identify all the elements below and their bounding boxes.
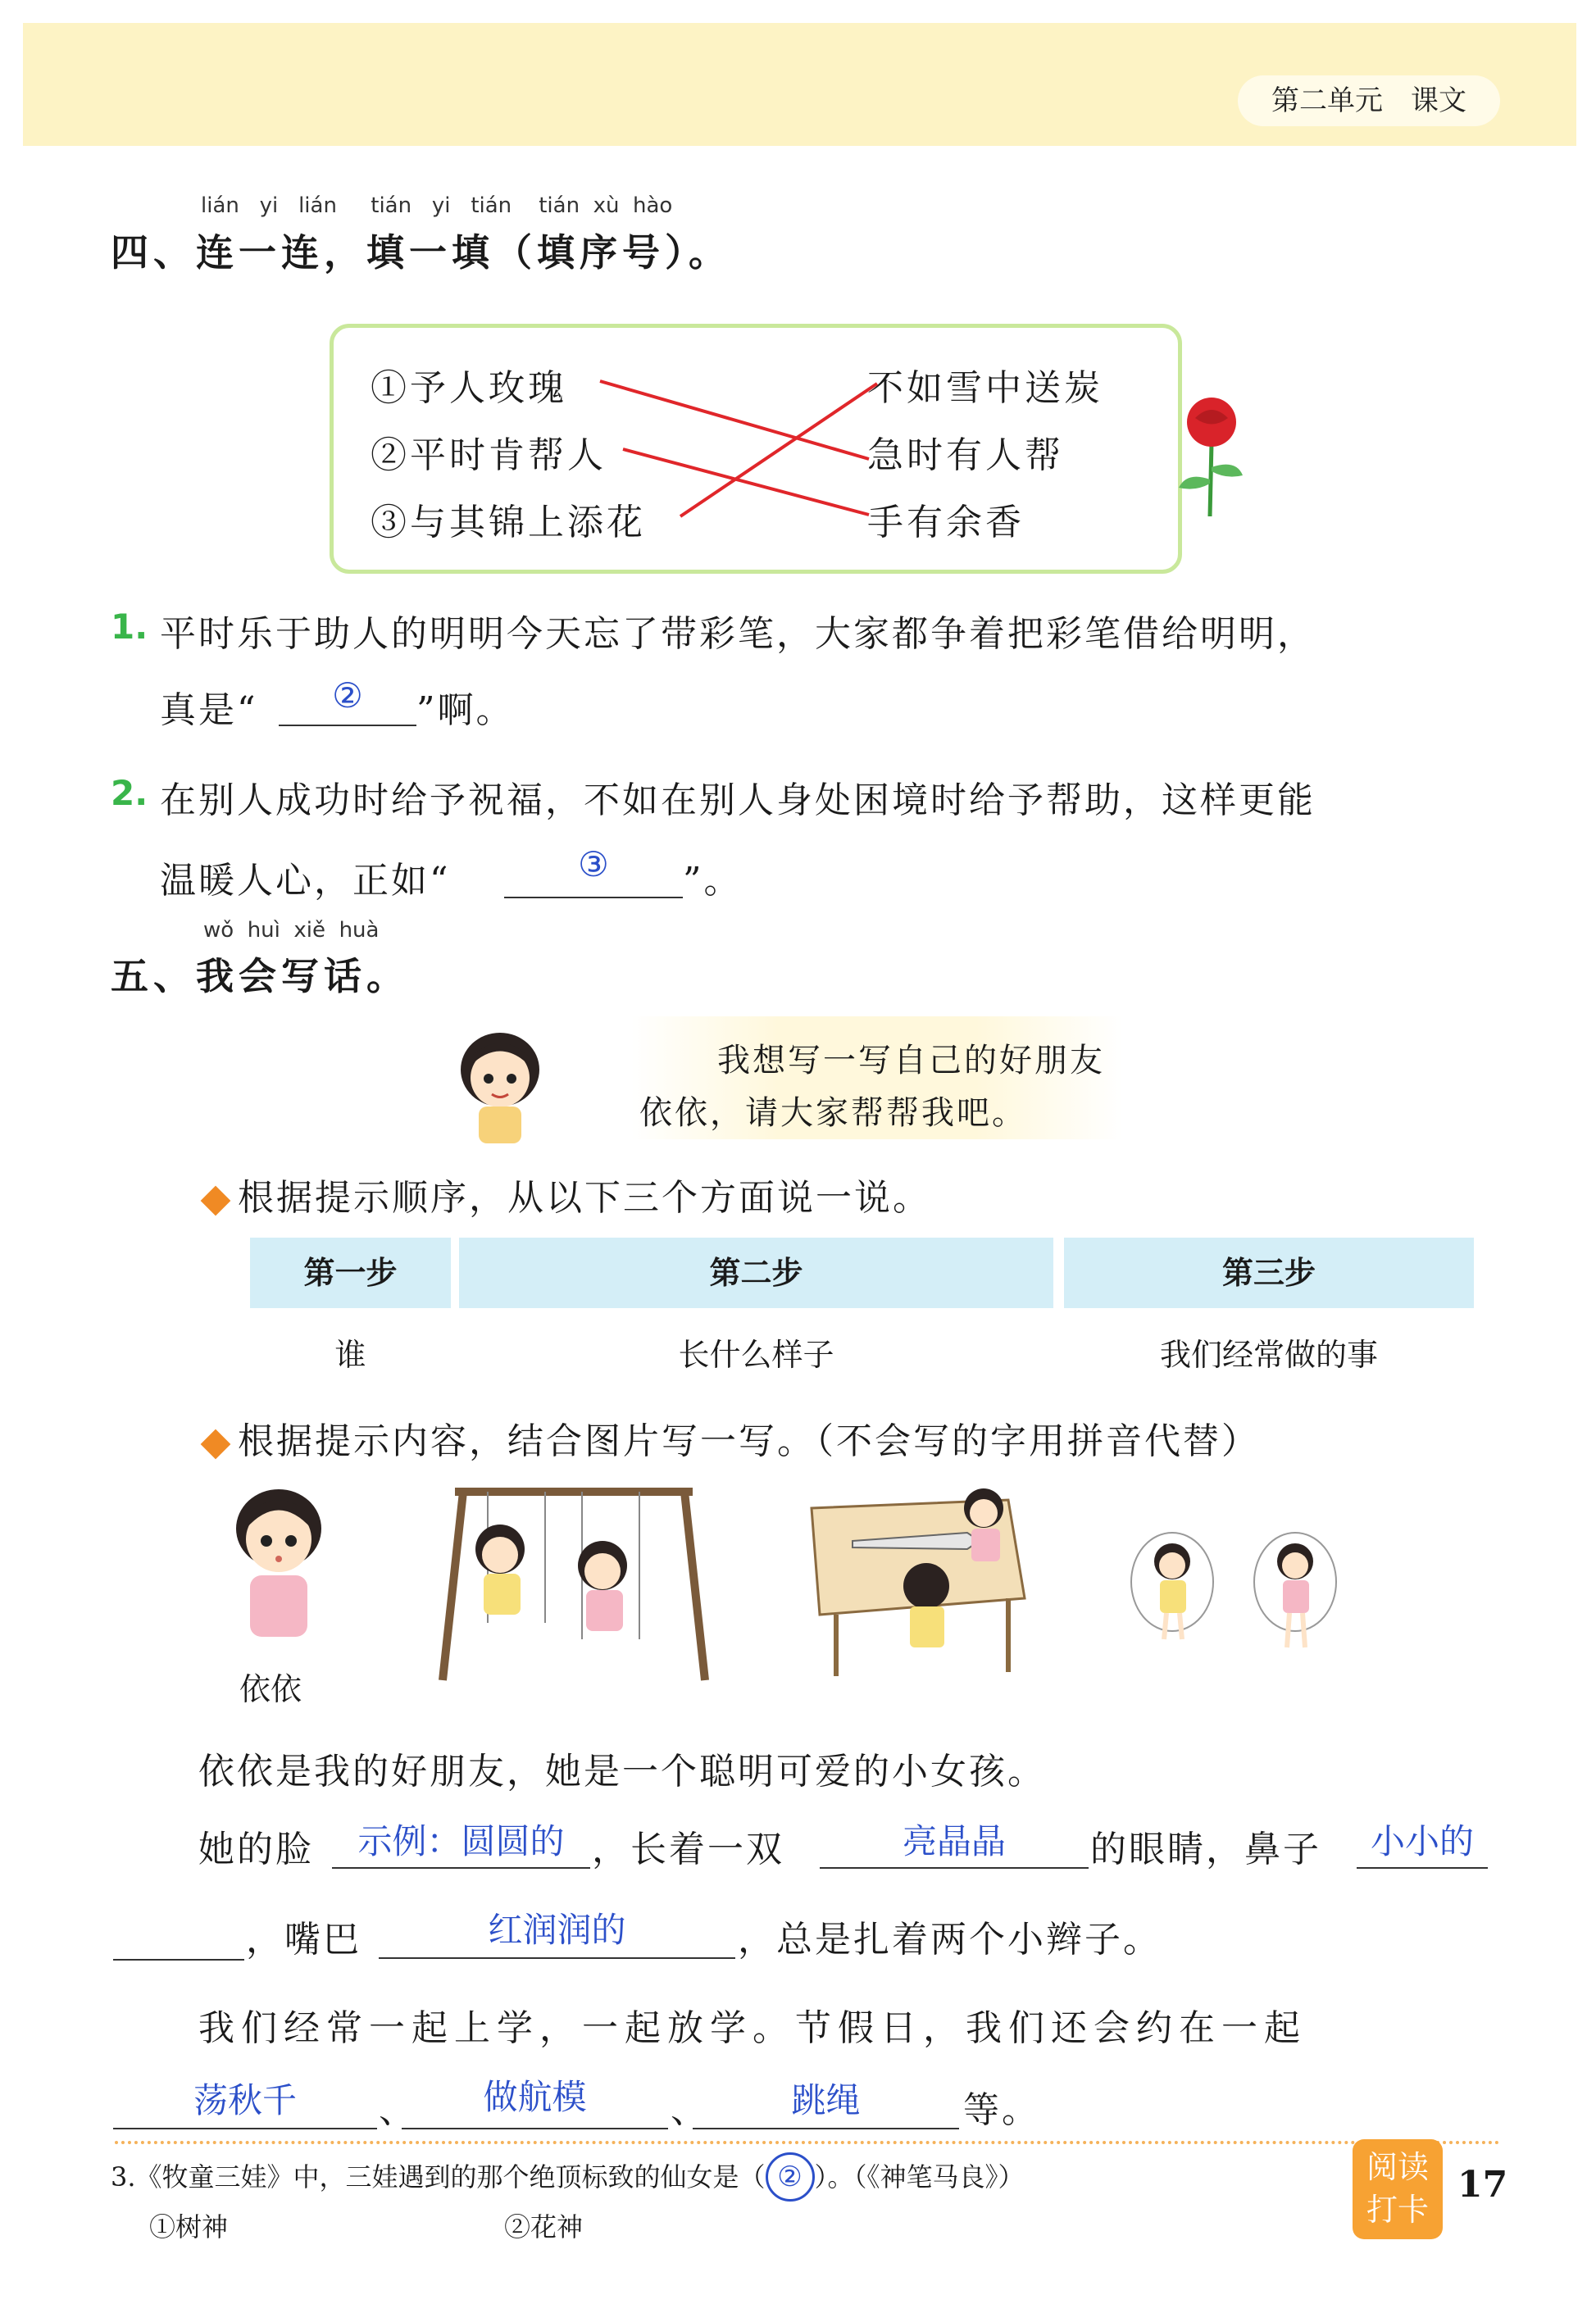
unit-tab: 第二单元 课文 (1238, 75, 1500, 126)
q1-number: 1. (111, 607, 148, 647)
step-head-2: 第二步 (459, 1238, 1053, 1308)
q2-number: 2. (111, 773, 148, 813)
step-value-1: 谁 (334, 1337, 366, 1373)
girl-label: 依依 (239, 1671, 302, 1707)
swing-illustration (439, 1479, 709, 1684)
answer-nose[interactable]: 小小的 (1357, 1815, 1488, 1869)
left-item-3: ③与其锦上添花 (371, 502, 646, 543)
q1-answer[interactable]: ② (279, 675, 416, 726)
girl-yiyi-illustration (230, 1484, 328, 1647)
girl-avatar-small (443, 1025, 566, 1147)
sep-1: 、 (379, 2089, 417, 2131)
right-item-3: 手有余香 (867, 502, 1025, 543)
footer-divider (115, 2141, 1500, 2144)
para3-a: ，嘴巴 (246, 1919, 361, 1961)
reading-checkin-badge: 阅读 打卡 (1353, 2139, 1443, 2239)
q1-post: ”啊。 (416, 689, 515, 731)
para-4: 我们经常一起上学，一起放学。节假日，我们还会约在一起 (198, 2007, 1307, 2049)
rose-icon (1171, 393, 1253, 525)
match-line-3 (680, 384, 877, 516)
q2-line1: 在别人成功时给予祝福，不如在别人身处困境时给予帮助，这样更能 (160, 779, 1316, 821)
q3-question: 3.《牧童三娃》中，三娃遇到的那个绝顶标致的仙女是（ ② ）。（《神笔马良》） (111, 2152, 1025, 2202)
left-item-2: ②平时肯帮人 (371, 434, 607, 476)
section5-pinyin: wǒ huì xiě huà (203, 918, 380, 943)
matching-lines (0, 0, 1596, 590)
answer-eyes[interactable]: 亮晶晶 (820, 1815, 1089, 1869)
para-1: 依依是我的好朋友，她是一个聪明可爱的小女孩。 (198, 1751, 1046, 1793)
para4-end: 等。 (963, 2089, 1040, 2131)
answer-activity-1[interactable]: 荡秋千 (113, 2074, 377, 2129)
right-item-1: 不如雪中送炭 (867, 367, 1103, 409)
section5-title: 五、我会写话。 (111, 954, 409, 998)
answer-activity-3[interactable]: 跳绳 (693, 2074, 959, 2129)
bubble-line-2: 依依，请大家帮帮我吧。 (639, 1094, 1027, 1132)
step-head-1: 第一步 (250, 1238, 451, 1308)
q2-pre: 温暖人心，正如“ (160, 860, 451, 902)
q2-answer[interactable]: ③ (504, 844, 683, 898)
para2-c: 的眼睛，鼻子 (1090, 1829, 1321, 1870)
model-plane-illustration (803, 1484, 1033, 1680)
q3-option-2: ②花神 (504, 2211, 584, 2243)
answer-face[interactable]: 示例：圆圆的 (332, 1815, 590, 1869)
section4-title: 四、连一连，填一填（填序号）。 (111, 230, 731, 275)
left-item-1: ①予人玫瑰 (371, 367, 567, 409)
step-head-3: 第三步 (1064, 1238, 1474, 1308)
bubble-line-1: 我想写一写自己的好朋友 (717, 1042, 1105, 1079)
q3-option-1: ①树神 (149, 2211, 229, 2243)
para2-a: 她的脸 (198, 1829, 314, 1870)
answer-mouth[interactable]: 红润润的 (379, 1903, 735, 1959)
para2-b: ，长着一双 (592, 1829, 784, 1870)
answer-nose-continuation (113, 1910, 244, 1961)
bullet-diamond-icon (201, 1185, 231, 1216)
bullet-diamond-icon (201, 1429, 231, 1459)
answer-activity-2[interactable]: 做航模 (402, 2070, 668, 2129)
match-line-1 (600, 381, 869, 459)
match-line-2 (623, 449, 869, 515)
sep-2: 、 (671, 2089, 709, 2131)
step-value-2: 长什么样子 (678, 1337, 834, 1373)
q1-line1: 平时乐于助人的明明今天忘了带彩笔，大家都争着把彩笔借给明明， (160, 613, 1316, 655)
q1-pre: 真是“ (160, 689, 258, 731)
para3-b: ，总是扎着两个小辫子。 (738, 1919, 1162, 1961)
tip-1: 根据提示顺序，从以下三个方面说一说。 (205, 1168, 931, 1220)
section4-pinyin: lián yi lián tián yi tián tián xù hào (201, 193, 673, 218)
page-number: 17 (1457, 2164, 1508, 2206)
tip-2: 根据提示内容，结合图片写一写。（不会写的字用拼音代替） (205, 1411, 1260, 1464)
right-item-2: 急时有人帮 (867, 434, 1064, 476)
q3-answer[interactable]: ② (766, 2152, 815, 2202)
step-value-3: 我们经常做的事 (1159, 1337, 1378, 1373)
q2-post: ”。 (683, 860, 743, 902)
jump-rope-illustration (1119, 1525, 1365, 1672)
